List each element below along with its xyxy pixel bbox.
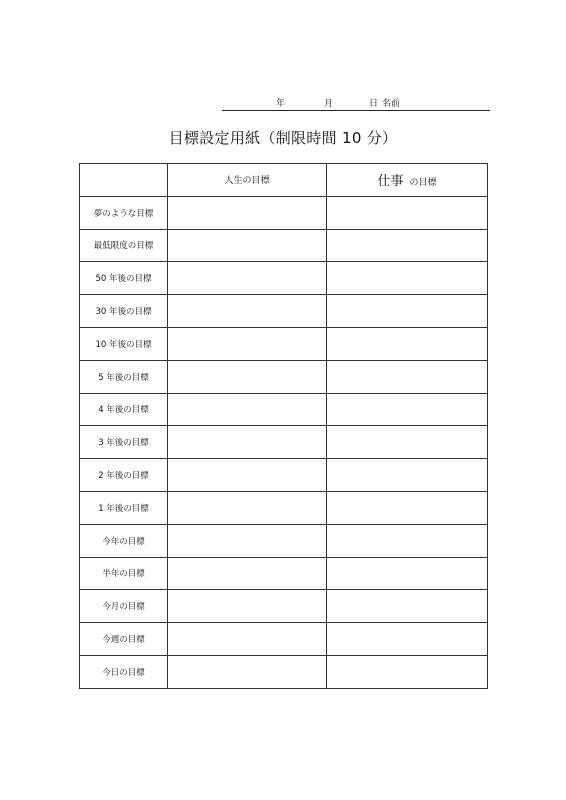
life-goal-cell[interactable] — [168, 295, 327, 328]
work-goal-cell[interactable] — [327, 295, 488, 328]
month-label: 月 — [324, 99, 334, 109]
table-header-row — [80, 164, 488, 197]
row-label: 4 年後の目標 — [80, 393, 168, 426]
day-label: 日 — [369, 99, 379, 109]
table-row — [80, 623, 488, 656]
work-goal-cell[interactable] — [327, 196, 488, 229]
life-goal-cell[interactable] — [168, 196, 327, 229]
table-row — [80, 524, 488, 557]
corner-cell — [80, 164, 168, 197]
life-goal-cell[interactable] — [168, 426, 327, 459]
column-header-life: 人生の目標 — [168, 164, 327, 197]
name-label: 名前 — [382, 99, 401, 109]
column-header-work-suffix: の目標 — [409, 178, 437, 189]
table-row — [80, 295, 488, 328]
work-goal-cell[interactable] — [327, 262, 488, 295]
row-label: 5 年後の目標 — [80, 360, 168, 393]
table-row — [80, 426, 488, 459]
work-goal-cell[interactable] — [327, 459, 488, 492]
work-goal-cell[interactable] — [327, 524, 488, 557]
work-goal-cell[interactable] — [327, 590, 488, 623]
work-goal-cell[interactable] — [327, 491, 488, 524]
row-label: 最低限度の目標 — [80, 229, 168, 262]
work-goal-cell[interactable] — [327, 229, 488, 262]
column-header-work-main: 仕事 — [377, 174, 404, 190]
work-goal-cell[interactable] — [327, 623, 488, 656]
work-goal-cell[interactable] — [327, 557, 488, 590]
row-label: 今日の目標 — [80, 655, 168, 688]
row-label: 2 年後の目標 — [80, 459, 168, 492]
goal-rows — [80, 196, 488, 688]
row-label: 今週の目標 — [80, 623, 168, 656]
table-row — [80, 196, 488, 229]
table-row — [80, 360, 488, 393]
work-goal-cell[interactable] — [327, 360, 488, 393]
row-label: 3 年後の目標 — [80, 426, 168, 459]
table-row — [80, 655, 488, 688]
table-row — [80, 459, 488, 492]
year-label: 年 — [276, 99, 286, 109]
row-label: 10 年後の目標 — [80, 327, 168, 360]
life-goal-cell[interactable] — [168, 491, 327, 524]
table-row — [80, 229, 488, 262]
life-goal-cell[interactable] — [168, 623, 327, 656]
work-goal-cell[interactable] — [327, 426, 488, 459]
column-header-work — [327, 164, 488, 197]
life-goal-cell[interactable] — [168, 360, 327, 393]
table-row — [80, 327, 488, 360]
goal-table — [79, 163, 488, 689]
life-goal-cell[interactable] — [168, 327, 327, 360]
life-goal-cell[interactable] — [168, 229, 327, 262]
date-name-line — [222, 92, 490, 111]
table-row — [80, 557, 488, 590]
document-title: 目標設定用紙（制限時間 10 分） — [168, 129, 398, 147]
row-label: 30 年後の目標 — [80, 295, 168, 328]
life-goal-cell[interactable] — [168, 262, 327, 295]
life-goal-cell[interactable] — [168, 393, 327, 426]
table-row — [80, 590, 488, 623]
row-label: 1 年後の目標 — [80, 491, 168, 524]
row-label: 今年の目標 — [80, 524, 168, 557]
row-label: 夢のような目標 — [80, 196, 168, 229]
life-goal-cell[interactable] — [168, 524, 327, 557]
life-goal-cell[interactable] — [168, 557, 327, 590]
work-goal-cell[interactable] — [327, 393, 488, 426]
row-label: 半年の目標 — [80, 557, 168, 590]
table-row — [80, 491, 488, 524]
life-goal-cell[interactable] — [168, 655, 327, 688]
life-goal-cell[interactable] — [168, 590, 327, 623]
row-label: 50 年後の目標 — [80, 262, 168, 295]
work-goal-cell[interactable] — [327, 655, 488, 688]
table-row — [80, 393, 488, 426]
work-goal-cell[interactable] — [327, 327, 488, 360]
row-label: 今月の目標 — [80, 590, 168, 623]
life-goal-cell[interactable] — [168, 459, 327, 492]
table-row — [80, 262, 488, 295]
